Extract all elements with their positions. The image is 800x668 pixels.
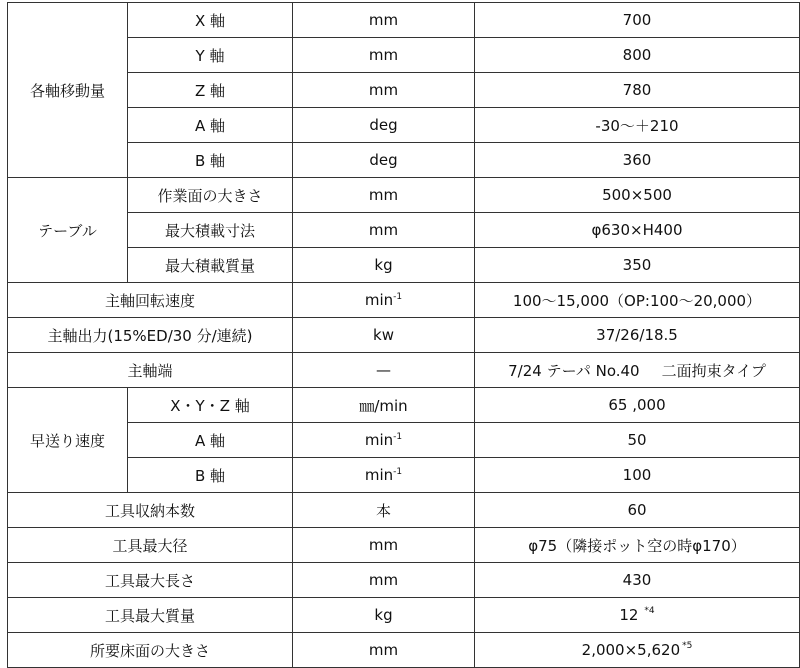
- value-cell: 780: [475, 73, 800, 108]
- item-cell: X・Y・Z 軸: [128, 388, 293, 423]
- item-cell-spindle-output: 主軸出力(15%ED/30 分/連続): [8, 318, 293, 353]
- value-cell: 700: [475, 3, 800, 38]
- unit-cell: deg: [293, 108, 475, 143]
- item-cell: A 軸: [128, 108, 293, 143]
- value-cell: 37/26/18.5: [475, 318, 800, 353]
- table-row: [8, 178, 800, 213]
- value-text-clamp-type: 二面拘束タイプ: [661, 361, 766, 380]
- item-cell-tool-max-length: 工具最大長さ: [8, 563, 293, 598]
- unit-cell: kg: [293, 248, 475, 283]
- unit-cell: mm: [293, 633, 475, 668]
- spec-table: [7, 2, 800, 668]
- unit-cell: [293, 423, 475, 458]
- item-cell: Y 軸: [128, 38, 293, 73]
- unit-cell: [293, 283, 475, 318]
- table-row: [8, 283, 800, 318]
- item-cell: B 軸: [128, 143, 293, 178]
- group-label-axis-travel: 各軸移動量: [8, 3, 128, 178]
- item-cell: 最大積載質量: [128, 248, 293, 283]
- unit-cell: ㎜/min: [293, 388, 475, 423]
- value-cell: 65 ,000: [475, 388, 800, 423]
- value-cell: φ630×H400: [475, 213, 800, 248]
- unit-text: min: [364, 466, 394, 484]
- table-row: [8, 318, 800, 353]
- unit-cell: kw: [293, 318, 475, 353]
- item-cell-spindle-end: 主軸端: [8, 353, 293, 388]
- value-cell: φ75（隣接ポット空の時φ170）: [475, 528, 800, 563]
- unit-cell: mm: [293, 213, 475, 248]
- unit-text: min: [364, 291, 394, 309]
- unit-cell: mm: [293, 563, 475, 598]
- value-cell: 100: [475, 458, 800, 493]
- unit-cell: kg: [293, 598, 475, 633]
- unit-cell: mm: [293, 178, 475, 213]
- footnote-marker: *5: [682, 641, 693, 651]
- value-text: 12: [619, 606, 639, 624]
- item-cell: A 軸: [128, 423, 293, 458]
- unit-superscript: -1: [393, 467, 403, 477]
- item-cell: X 軸: [128, 3, 293, 38]
- unit-cell: —: [293, 353, 475, 388]
- unit-superscript: -1: [393, 432, 403, 442]
- value-cell: [475, 353, 800, 388]
- value-cell: 430: [475, 563, 800, 598]
- item-cell: Z 軸: [128, 73, 293, 108]
- table-row: [8, 528, 800, 563]
- item-cell: 作業面の大きさ: [128, 178, 293, 213]
- table-row: [8, 3, 800, 38]
- unit-cell: mm: [293, 73, 475, 108]
- item-cell-spindle-speed: 主軸回転速度: [8, 283, 293, 318]
- value-cell: -30～＋210: [475, 108, 800, 143]
- unit-cell: deg: [293, 143, 475, 178]
- value-text-taper: 7/24 テーパ No.40: [508, 361, 640, 380]
- unit-cell: mm: [293, 3, 475, 38]
- item-cell-floor-space: 所要床面の大きさ: [8, 633, 293, 668]
- item-cell-tool-count: 工具収納本数: [8, 493, 293, 528]
- value-text: 2,000×5,620: [581, 641, 681, 659]
- value-cell: 50: [475, 423, 800, 458]
- group-label-table: テーブル: [8, 178, 128, 283]
- unit-superscript: -1: [393, 292, 403, 302]
- table-row: [8, 353, 800, 388]
- table-row: [8, 563, 800, 598]
- value-cell: 100～15,000（OP:100～20,000）: [475, 283, 800, 318]
- unit-cell: mm: [293, 528, 475, 563]
- item-cell-tool-max-diameter: 工具最大径: [8, 528, 293, 563]
- table-row: [8, 633, 800, 668]
- unit-cell: mm: [293, 38, 475, 73]
- table-row: [8, 388, 800, 423]
- value-cell: 350: [475, 248, 800, 283]
- unit-text: min: [364, 431, 394, 449]
- table-row: [8, 493, 800, 528]
- value-cell: 60: [475, 493, 800, 528]
- value-cell: [475, 598, 800, 633]
- unit-cell: 本: [293, 493, 475, 528]
- group-label-rapid-traverse: 早送り速度: [8, 388, 128, 493]
- footnote-marker: *4: [644, 606, 655, 616]
- value-cell: [475, 633, 800, 668]
- value-cell: 800: [475, 38, 800, 73]
- item-cell: B 軸: [128, 458, 293, 493]
- unit-cell: [293, 458, 475, 493]
- value-cell: 360: [475, 143, 800, 178]
- table-row: [8, 598, 800, 633]
- item-cell: 最大積載寸法: [128, 213, 293, 248]
- item-cell-tool-max-mass: 工具最大質量: [8, 598, 293, 633]
- value-cell: 500×500: [475, 178, 800, 213]
